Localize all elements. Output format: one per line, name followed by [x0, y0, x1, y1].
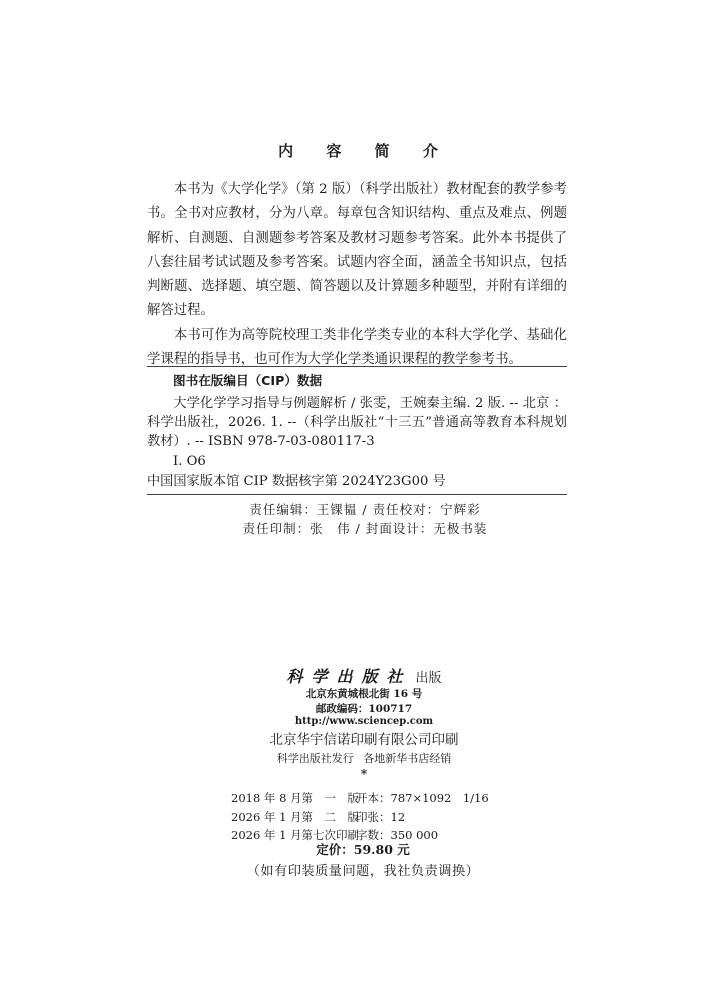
staff-credits-production: 责任印制：张 伟 / 封面设计：无极书装 [242, 521, 488, 536]
cip-top-rule [147, 366, 567, 367]
publisher-imprint [0, 664, 720, 687]
publisher-logo: 科学出版社 [286, 667, 412, 686]
edition-date: 2026 年 1 月第 二 版 [231, 809, 360, 824]
edition-date: 2026 年 1 月第七次印刷 [231, 828, 360, 842]
publisher-address: 北京东黄城根北街 16 号 [305, 688, 423, 700]
edition-row [231, 789, 489, 808]
separator-asterisk: * [360, 767, 368, 781]
edition-table [231, 789, 489, 845]
cip-verification: 中国国家版本馆 CIP 数据核字第 2024Y23G00 号 [147, 474, 446, 489]
price: 定价：59.80 元 [316, 842, 410, 857]
cip-classification: Ⅰ. O6 [173, 454, 206, 469]
edition-spec: 开本：787×1092 1/16 [356, 791, 489, 805]
intro-text [147, 178, 567, 372]
edition-spec: 字数：350 000 [356, 828, 439, 842]
cip-heading: 图书在版编目（CIP）数据 [173, 373, 323, 388]
publisher-logo-suffix: 出版 [415, 671, 442, 686]
distribution-line: 科学出版社发行 各地新华书店经销 [276, 752, 452, 765]
quality-notice: （如有印装质量问题，我社负责调换） [246, 864, 480, 879]
edition-spec: 印张：12 [356, 809, 406, 824]
cip-bottom-rule [147, 494, 567, 495]
page-title: 内 容 简 介 [278, 142, 452, 160]
staff-credits-editors: 责任编辑：王锞韫 / 责任校对：宁辉彩 [249, 502, 481, 517]
cip-record: 大学化学学习指导与例题解析 / 张雯，王婉秦主编. 2 版. -- 北京 ： 科学出版社，2026. 1. --（科学出版社“十三五”普通高等教育本科规划教材）. -- ISBN 978-7-03-080117-3 [147, 396, 567, 449]
edition-date: 2018 年 8 月第 一 版 [231, 791, 360, 805]
intro-paragraph-1: 本书为《大学化学》（第 2 版）（科学出版社）教材配套的教学参考书。全书对应教材，分为八章。每章包含知识结构、重点及难点、例题解析、自测题、自测题参考答案及教材习题参考答案。此外本书提供了八套往届考试试题及参考答案。试题内容全面，涵盖全书知识点，包括判断题、选择题、填空题、简答题以及计算题多种题型，并附有详细的解答过程。 [147, 182, 567, 319]
publisher-url: http://www.sciencep.com [294, 716, 434, 727]
publisher-postcode: 邮政编码：100717 [315, 703, 413, 715]
edition-row [231, 808, 489, 827]
intro-paragraph-2: 本书可作为高等院校理工类非化学类专业的本科大学化学、基础化学课程的指导书，也可作为大学化学类通识课程的教学参考书。 [147, 327, 567, 368]
printer-name: 北京华宇信诺印刷有限公司印刷 [269, 732, 459, 748]
